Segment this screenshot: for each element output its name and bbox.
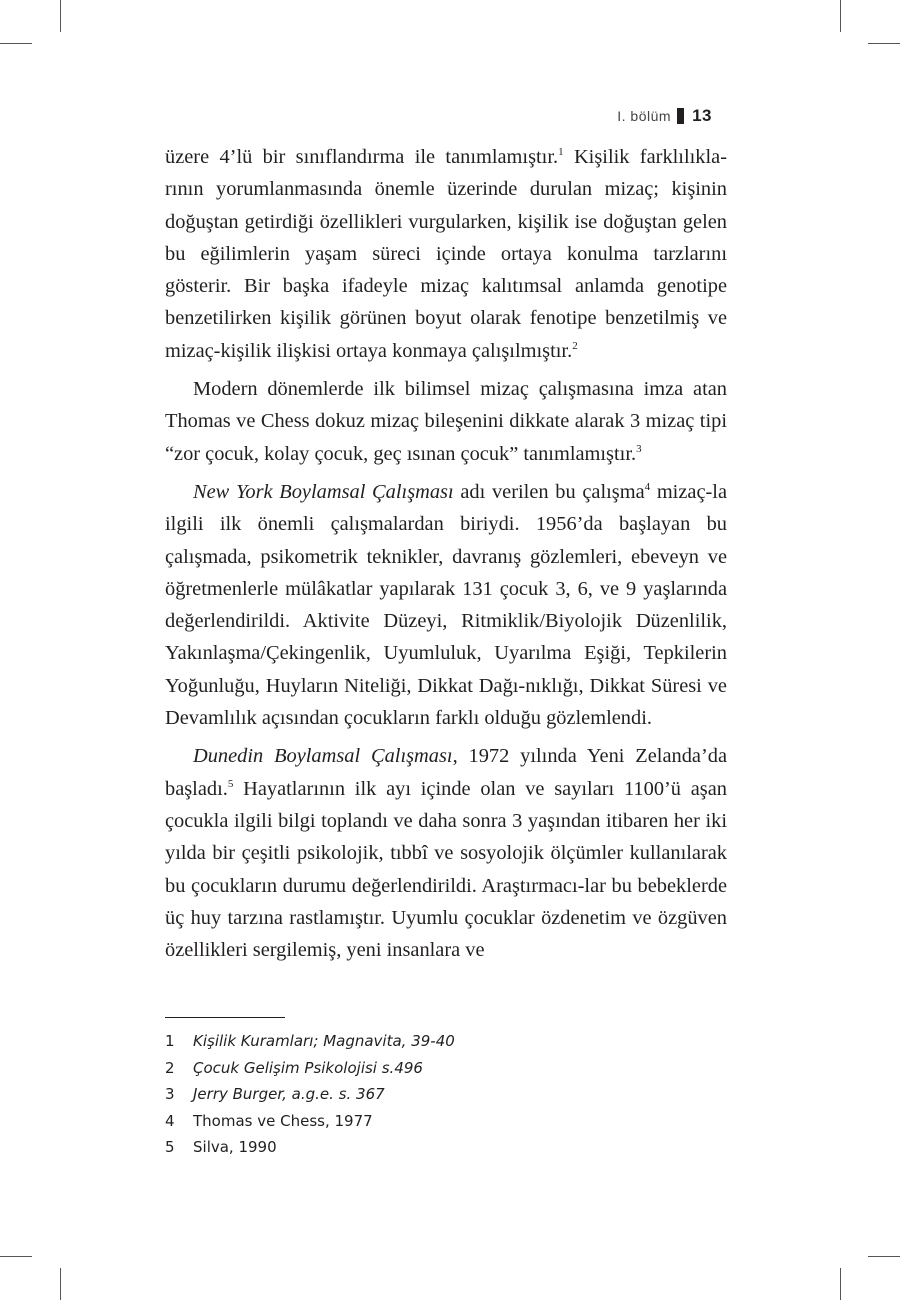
- footnote-number: 3: [165, 1085, 175, 1103]
- footnote: [165, 1055, 725, 1082]
- page-number: 13: [692, 106, 712, 125]
- crop-mark: [868, 43, 900, 44]
- chapter-label: I. bölüm: [617, 108, 672, 124]
- footnote-text: Silva, 1990: [193, 1138, 277, 1156]
- footnote-rule: [165, 1017, 285, 1018]
- crop-mark: [840, 0, 841, 32]
- footnote-text: Jerry Burger, a.g.e. s. 367: [193, 1085, 385, 1103]
- body-paragraph: üzere 4’lü bir sınıflandırma ile tanımlamıştır.$^1$ Kişilik farklılıkla-rının yorumlanmasında önemle üzerinde durulan mizaç; kişinin doğuştan getirdiği özellikleri vurgularken, kişilik ise doğuştan gelen bu eğilimlerin yaşam süreci içinde ortaya konulma tarzlarını gösterir. Bir başka ifadeyle mizaç kalıtımsal anlamda genotipe benzetilirken kişilik görünen boyut olarak fenotipe benzetilmiş ve mizaç-kişilik ilişkisi ortaya konmaya çalışılmıştır.$^2$: [165, 146, 727, 362]
- footnote-number: 5: [165, 1138, 175, 1156]
- footnotes: [165, 1028, 725, 1161]
- footnote-number: 1: [165, 1032, 175, 1050]
- crop-mark: [840, 1268, 841, 1300]
- running-header: [617, 106, 712, 126]
- footnote: [165, 1081, 725, 1108]
- body-paragraph: New York Boylamsal Çalışması adı verilen bu çalışma$^4$ mizaç-la ilgili ilk önemli çalışmalardan biriydi. 1956’da başlayan bu çalışmada, psikometrik teknikler, davranış gözlemleri, ebeveyn ve öğretmenlerle mülâkatlar yapılarak 131 çocuk 3, 6, ve 9 yaşlarında değerlendirildi. Aktivite Düzeyi, Ritmiklik/Biyolojik Düzenlilik, Yakınlaşma/Çekingenlik, Uyumluluk, Uyarılma Eşiği, Tepkilerin Yoğunluğu, Huyların Niteliği, Dikkat Dağı-nıklığı, Dikkat Süresi ve Devamlılık açısından çocukların farklı olduğu gözlemlendi.: [165, 480, 728, 730]
- crop-mark: [60, 0, 61, 32]
- footnote: [165, 1028, 725, 1055]
- footnote-number: 2: [165, 1058, 175, 1077]
- body-paragraph: Dunedin Boylamsal Çalışması, 1972 yılında Yeni Zelanda’da başladı.$^5$ Hayatlarının ilk ayı içinde olan ve sayıları 1100’ü aşan çocukla ilgili bilgi toplandı ve daha sonra 3 yaşından itibaren her iki yılda bir çeşitli psikolojik, tıbbî ve sosyolojik ölçümler kullanılarak bu çocukların durumu değerlendirildi. Araştırmacı-lar bu bebeklerde üç huy tarzına rastlamıştır. Uyumlu çocuklar özdenetim ve özgüven özellikleri sergilemiş, yeni insanlara ve: [165, 745, 727, 962]
- body-text: [165, 141, 727, 972]
- body-paragraph: Modern dönemlerde ilk bilimsel mizaç çalışmasına imza atan Thomas ve Chess dokuz mizaç bileşenini dikkate alarak 3 mizaç tipi “zor çocuk, kolay çocuk, geç ısınan çocuk” tanımlamıştır.$^3$: [165, 378, 727, 465]
- footnote-number: 4: [165, 1111, 175, 1130]
- crop-mark: [60, 1268, 61, 1300]
- footnote-text: Thomas ve Chess, 1977: [193, 1111, 373, 1130]
- crop-mark: [0, 43, 32, 44]
- footnote-text: Çocuk Gelişim Psikolojisi s.496: [193, 1058, 423, 1077]
- footnote: [165, 1108, 725, 1135]
- footnote-text: Kişilik Kuramları; Magnavita, 39-40: [193, 1032, 455, 1050]
- crop-mark: [868, 1256, 900, 1257]
- footnote: [165, 1134, 725, 1161]
- crop-mark: [0, 1256, 32, 1257]
- header-separator-bar: [677, 108, 684, 124]
